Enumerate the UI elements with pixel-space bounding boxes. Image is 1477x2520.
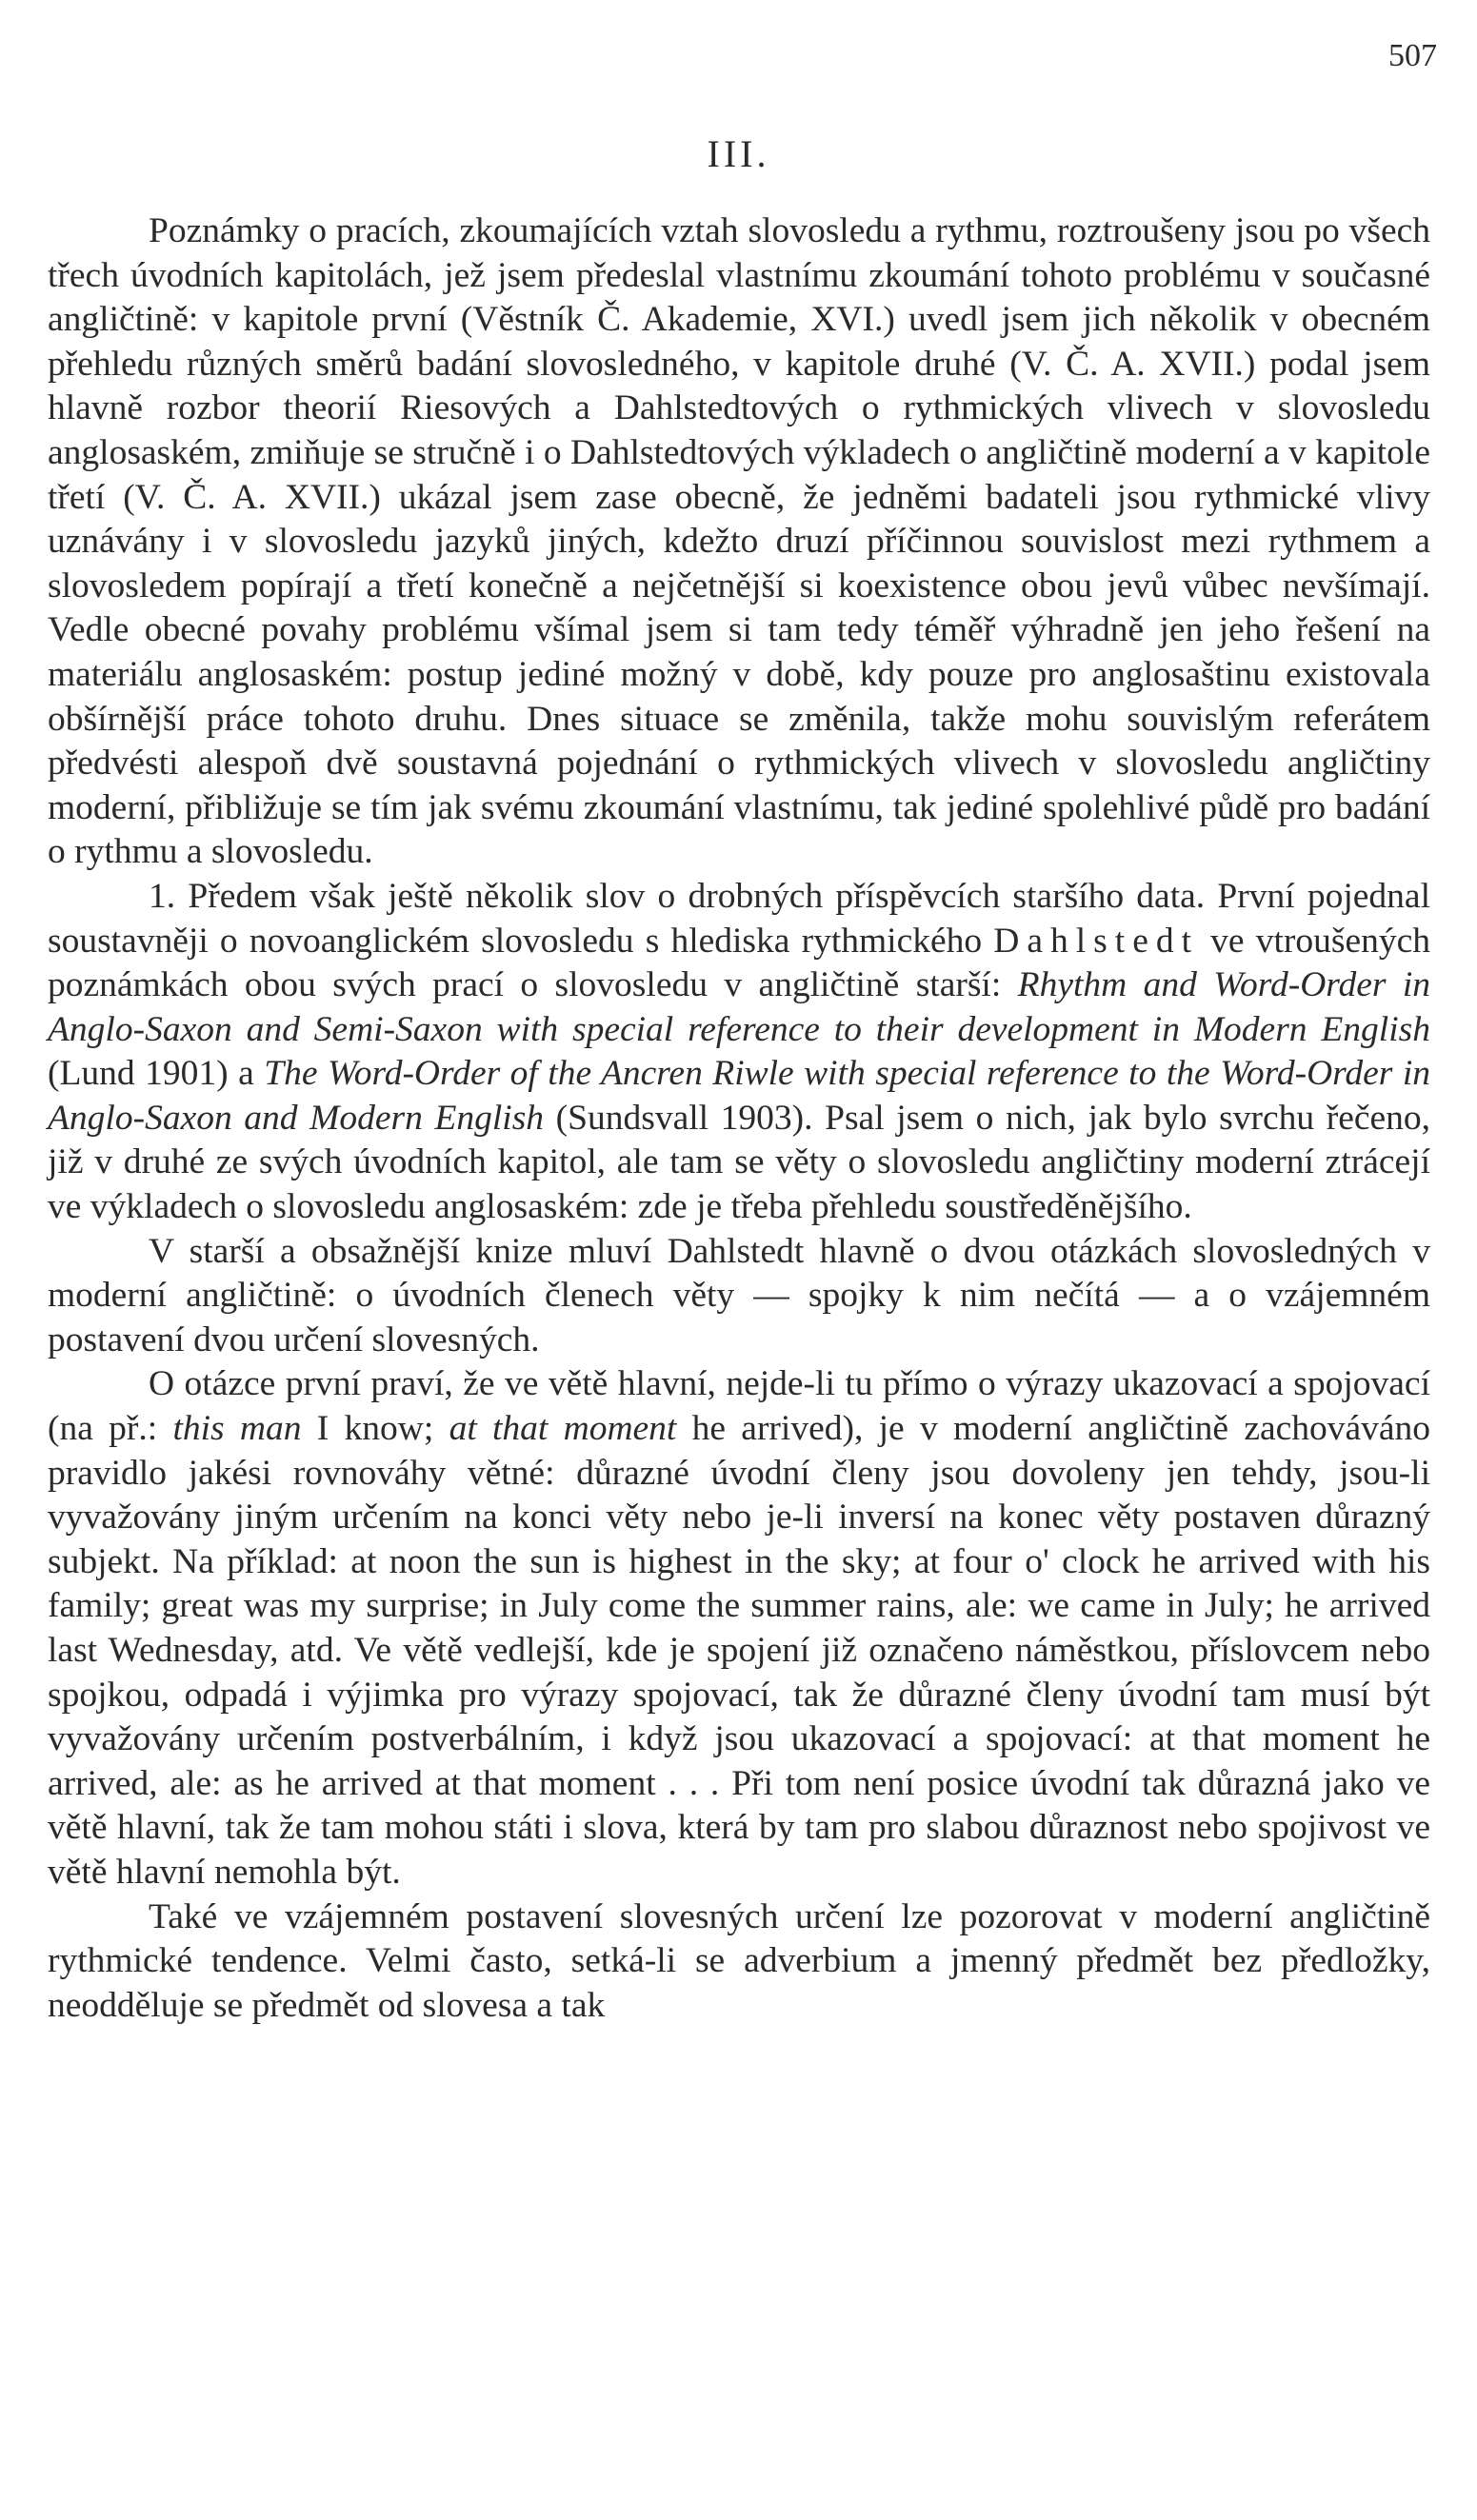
paragraph-5: Také ve vzájemném postavení slovesných určení lze pozorovat v moderní angličtině rythmické tendence. Velmi často, setká-li se adverbium a jmenný předmět bez předložky, neodděluje se předmět od slovesa a tak <box>48 1896 1430 2025</box>
paragraph-4 <box>48 1362 1430 1895</box>
example-at-that-moment: at that moment <box>449 1409 677 1449</box>
p2-tail: (Sundsvall 1903). Psal jsem o nich, jak bylo svrchu řečeno, již v druhé ze svých úvodních kapitol, ale tam se věty o slovosledu angličtiny moderní ztrácejí ve výkladech o slovosledu anglosaském: zde je třeba přehledu soustředěnějšího. <box>48 1098 1431 1227</box>
paragraph-2 <box>48 875 1430 1230</box>
p4-part-c: he arrived), je v moderní angličtině zachováváno pravidlo jakési rovnováhy větné: důrazné úvodní členy jsou dovoleny jen tehdy, jsou-li vyvažovány jiným určením na konci věty nebo je-li inversí na konec věty postaven důrazný subjekt. Na příklad: at noon the sun is highest in the sky; at four o' clock he arrived with his family; great was my surprise; in July come the summer rains, ale: we came in July; he arrived last Wednesday, atd. Ve větě vedlejší, kde je spojení již označeno náměstkou, příslovcem nebo spojkou, odpadá i výjimka pro výrazy spojovací, tak že důrazné členy úvodní tam musí být vyvažovány určením postverbálním, i když jsou ukazovací a spojovací: at that moment he arrived, ale: as he arrived at that moment . . . Při tom není posice úvodní tak důrazná jako ve větě hlavní, tak že tam mohou státi i slova, která by tam pro slabou důraznost nebo spojivost ve větě hlavní nemohla být. <box>48 1409 1431 1892</box>
p2-mid1: ve vtroušených poznámkách obou svých prací o slovosledu v angličtině starší: <box>48 921 1431 1005</box>
example-this-man: this man <box>172 1409 302 1449</box>
paragraph-3: V starší a obsažnější knize mluví Dahlstedt hlavně o dvou otázkách slovosledných v moderní angličtině: o úvodních členech věty — spojky k nim nečítá — a o vzájemném postavení dvou určení slovesných. <box>48 1231 1430 1359</box>
p4-part-a: O otázce první praví, že ve větě hlavní, nejde-li tu přímo o výrazy ukazovací a spojovací (na př.: <box>48 1364 1430 1449</box>
p4-part-b: I know; <box>316 1409 434 1449</box>
paragraph-1: Poznámky o pracích, zkoumajících vztah slovosledu a rythmu, roztroušeny jsou po všech třech úvodních kapitolách, jež jsem předeslal vlastnímu zkoumání tohoto problému v současné angličtině: v kapitole první (Věstník Č. Akademie, XVI.) uvedl jsem jich několik v obecném přehledu různých směrů badání slovoslednéhо, v kapitole druhé (V. Č. A. XVII.) podal jsem hlavně rozbor theorií Riesových a Dahlstedtových o rythmických vlivech v slovosledu anglosaském, zmiňuje se stručně i o Dahlstedtových výkladech o angličtině moderní a v kapitole třetí (V. Č. A. XVII.) ukázal jsem zase obecně, že jedněmi badateli jsou rythmické vlivy uznávány i v slovosledu jazyků jiných, kdežto druzí příčinnou souvislost mezi rythmem a slovosledem popírají a třetí konečně a nejčetnější si koexistence obou jevů vůbec nevšímají. Vedle obecné povahy problému všímal jsem si tam tedy téměř výhradně jen jeho řešení na materiálu anglosaském: postup jediné možný v době, kdy pouze pro anglosaštinu existovala obšírnější práce tohoto druhu. Dnes situace se změnila, takže mohu souvislým referátem předvésti alespoň dvě soustavná pojednání o rythmických vlivech v slovosledu angličtiny moderní, přibližuje se tím jak svému zkoumání vlastnímu, tak jediné spolehlivé půdě pro badání o rythmu a slovosledu. <box>48 211 1430 872</box>
book-title-2: The Word-Order of the Ancren Riwle with special reference to the Word-Order in Anglo-Saxon and Modern English <box>48 1054 1431 1138</box>
body-text <box>48 209 1430 2028</box>
book-title-1: Rhythm and Word-Order in Anglo-Saxon and Semi-Saxon with special reference to their development in Modern English <box>48 965 1431 1049</box>
p2-mid2: (Lund 1901) a <box>48 1054 254 1094</box>
p2-intro: 1. Předem však ještě několik slov o drobných příspěvcích staršího data. První pojednal soustavněji o novoanglickém slovosledu s hlediska rythmického <box>48 876 1430 961</box>
page-number: 507 <box>1388 38 1437 73</box>
author-dahlstedt: Dahlstedt <box>993 921 1200 961</box>
section-heading: III. <box>707 132 770 175</box>
